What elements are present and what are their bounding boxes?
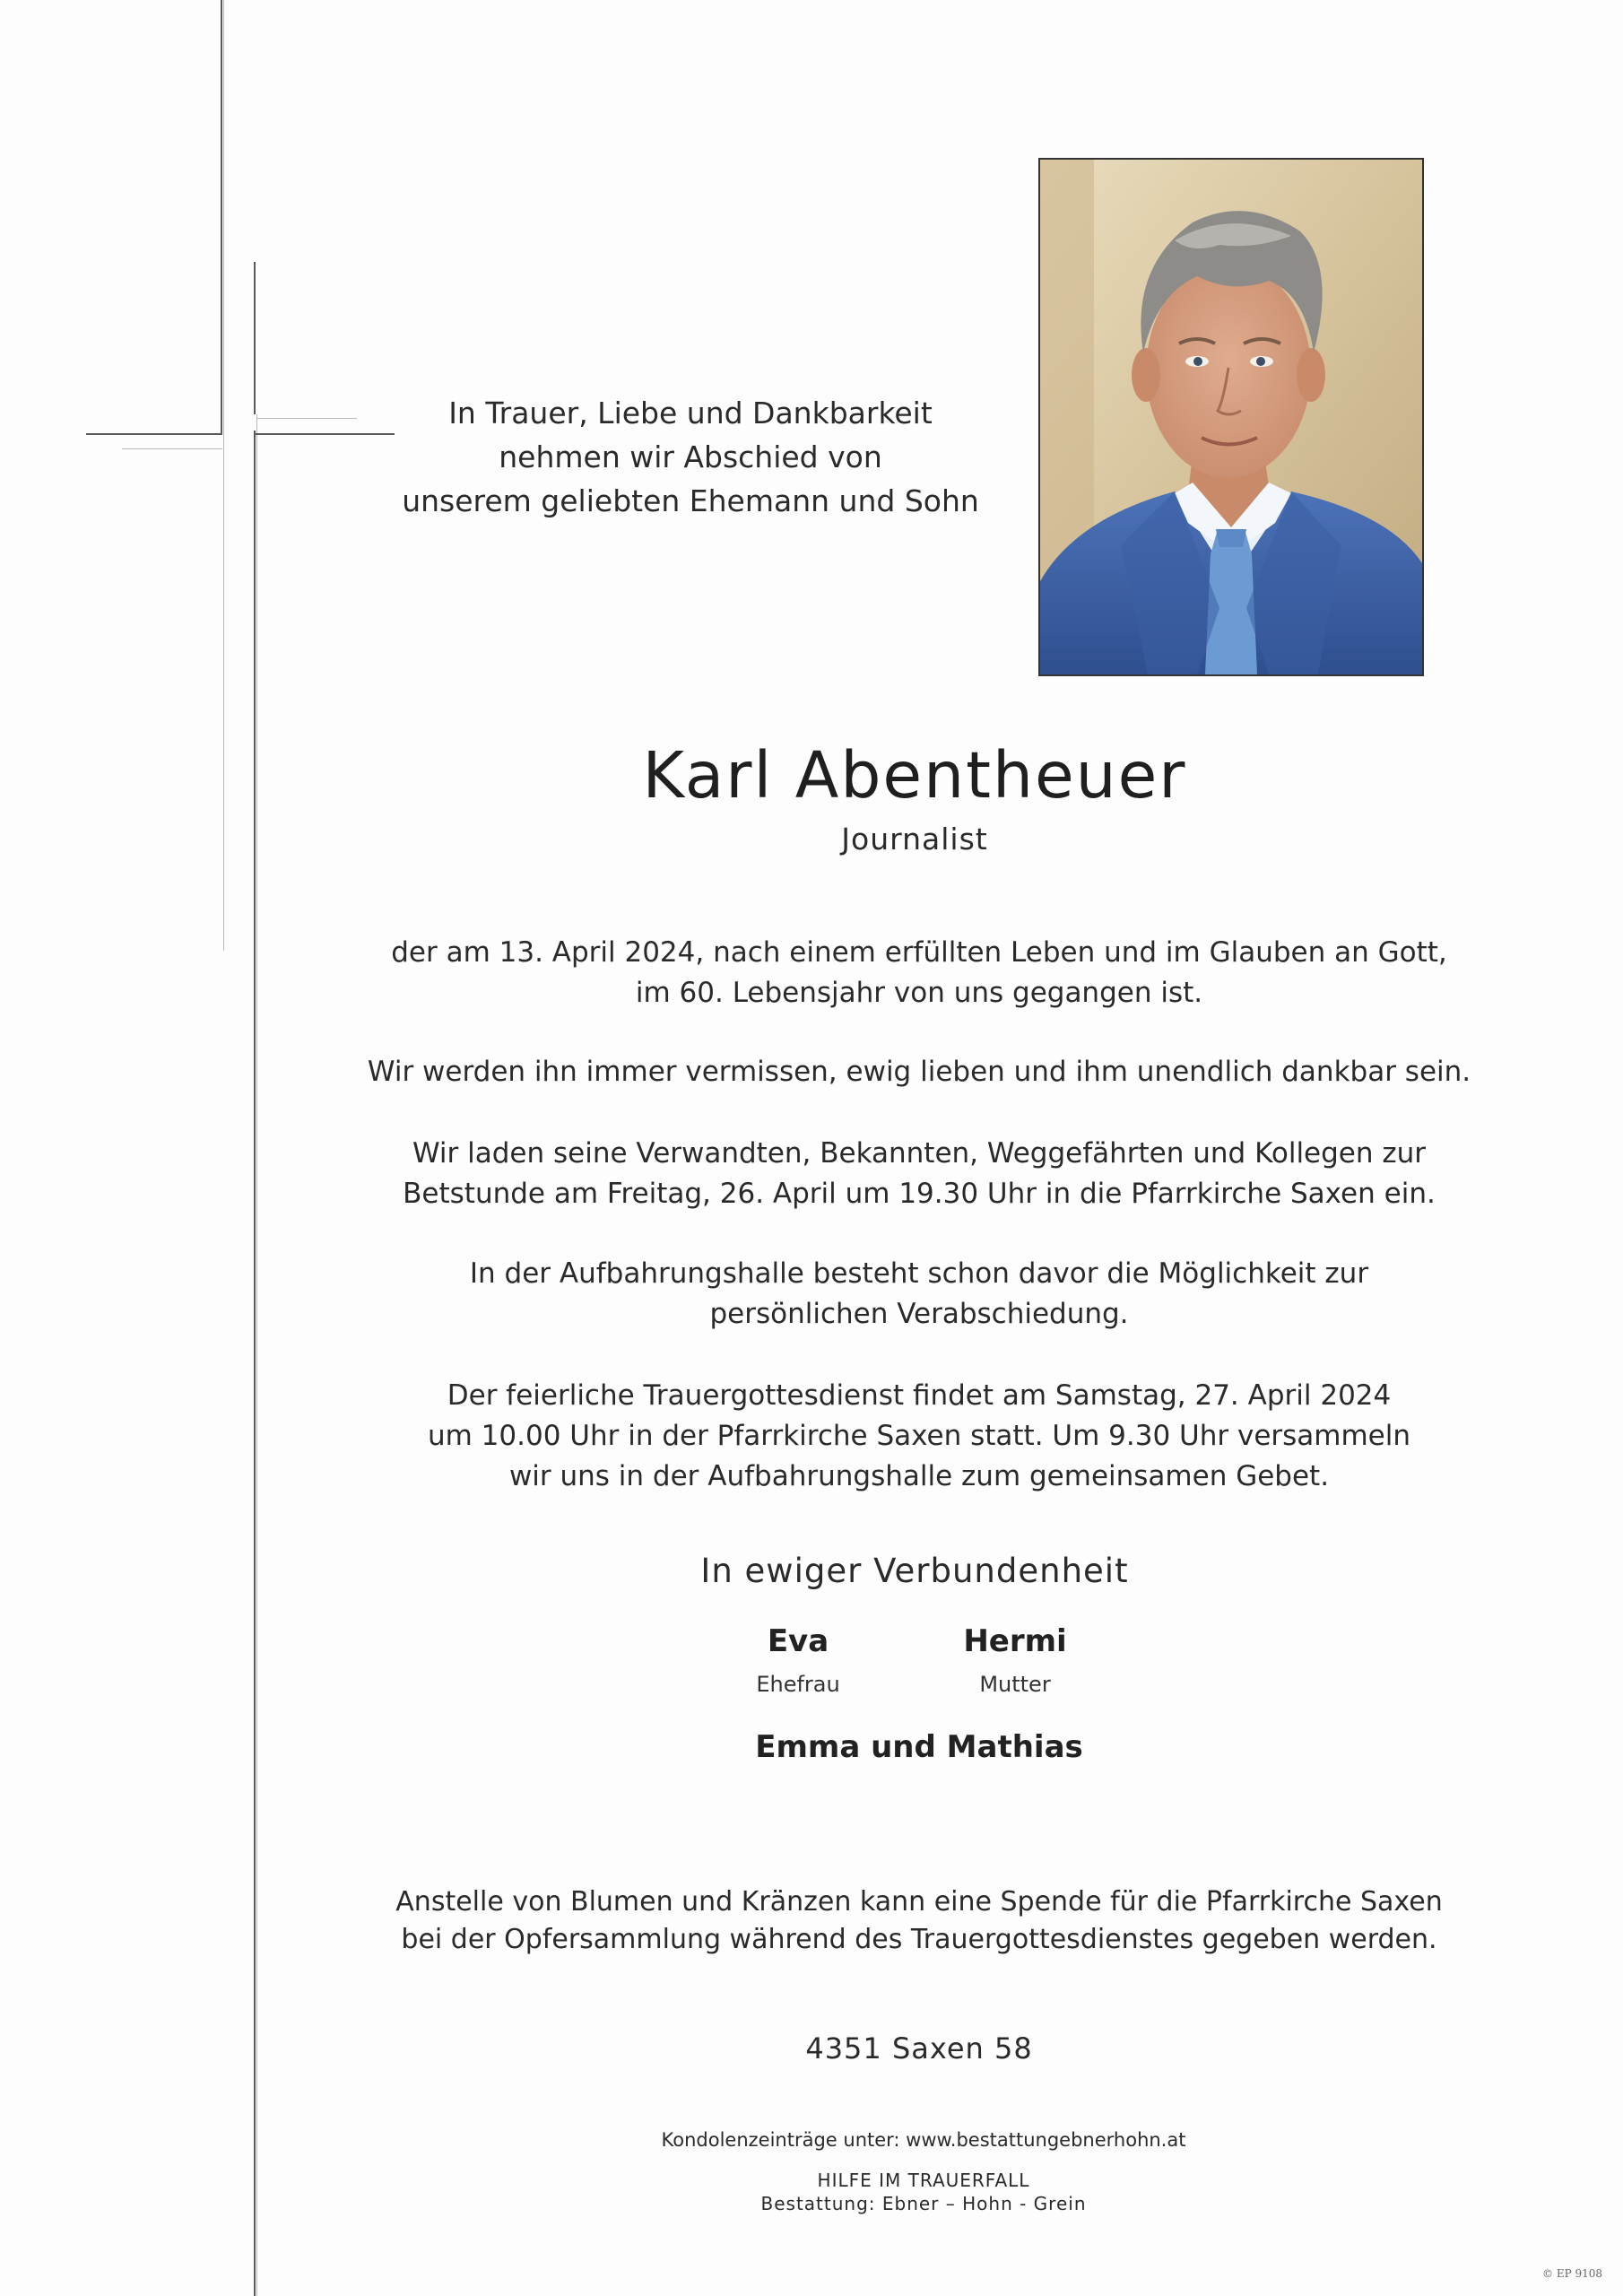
paragraph-line: im 60. Lebensjahr von uns gegangen ist. (635, 977, 1203, 1009)
paragraph-line: um 10.00 Uhr in der Pfarrkirche Saxen statt. Um 9.30 Uhr versammeln (427, 1420, 1411, 1452)
intro-line-3: unserem geliebten Ehemann und Sohn (402, 483, 979, 518)
closing-phrase: In ewiger Verbundenheit (700, 1552, 1129, 1590)
paragraph-line: Wir werden ihn immer vermissen, ewig lieben und ihm unendlich dankbar sein. (367, 1056, 1471, 1088)
intro-line-2: nehmen wir Abschied von (499, 439, 882, 474)
mourner-name: Hermi (963, 1623, 1067, 1659)
mourner-name: Eva (767, 1623, 829, 1659)
portrait-photo (1038, 158, 1424, 676)
paragraph-line: persönlichen Verabschiedung. (709, 1298, 1129, 1330)
condolence-link[interactable]: Kondolenzeinträge unter: www.bestattungebnerhohn.at (661, 2129, 1186, 2151)
funeral-home-info (699, 2169, 1148, 2215)
address: 4351 Saxen 58 (805, 2031, 1033, 2066)
paragraph-line: Der feierliche Trauergottesdienst findet am Samstag, 27. April 2024 (447, 1379, 1392, 1412)
paragraph-line: In der Aufbahrungshalle besteht schon davor die Möglichkeit zur (469, 1257, 1369, 1290)
donation-line: bei der Opfersammlung während des Trauergottesdienstes gegeben werden. (401, 1924, 1437, 1955)
funeral-home-name: Bestattung: Ebner – Hohn - Grein (760, 2193, 1087, 2214)
paragraph-farewell (359, 1254, 1480, 1335)
deceased-name: Karl Abentheuer (642, 738, 1187, 813)
portrait-icon (1040, 160, 1422, 674)
paragraph-line: der am 13. April 2024, nach einem erfüllten Leben und im Glauben an Gott, (391, 936, 1447, 969)
donation-note (359, 1883, 1480, 1959)
paragraph-death-notice (359, 933, 1480, 1013)
intro-text (395, 391, 986, 523)
mourner-relation: Ehefrau (756, 1672, 840, 1697)
mourner-name: Emma und Mathias (755, 1729, 1083, 1765)
paragraph-line: Betstunde am Freitag, 26. April um 19.30 Uhr in die Pfarrkirche Saxen ein. (403, 1178, 1436, 1210)
paragraph-line: wir uns in der Aufbahrungshalle zum gemeinsamen Gebet. (508, 1460, 1330, 1492)
paragraph-remembrance (359, 1052, 1480, 1092)
donation-line: Anstelle von Blumen und Kränzen kann eine Spende für die Pfarrkirche Saxen (395, 1886, 1443, 1918)
help-title: HILFE IM TRAUERFALL (817, 2170, 1030, 2191)
intro-line-1: In Trauer, Liebe und Dankbarkeit (448, 396, 933, 430)
mourner-relation: Mutter (979, 1672, 1051, 1697)
paragraph-funeral-service (359, 1376, 1480, 1497)
paragraph-line: Wir laden seine Verwandten, Bekannten, Weggefährten und Kollegen zur (412, 1137, 1427, 1170)
deceased-profession: Journalist (841, 822, 988, 857)
paragraph-prayer-invitation (359, 1134, 1480, 1214)
print-code: © EP 9108 (1542, 2267, 1603, 2280)
